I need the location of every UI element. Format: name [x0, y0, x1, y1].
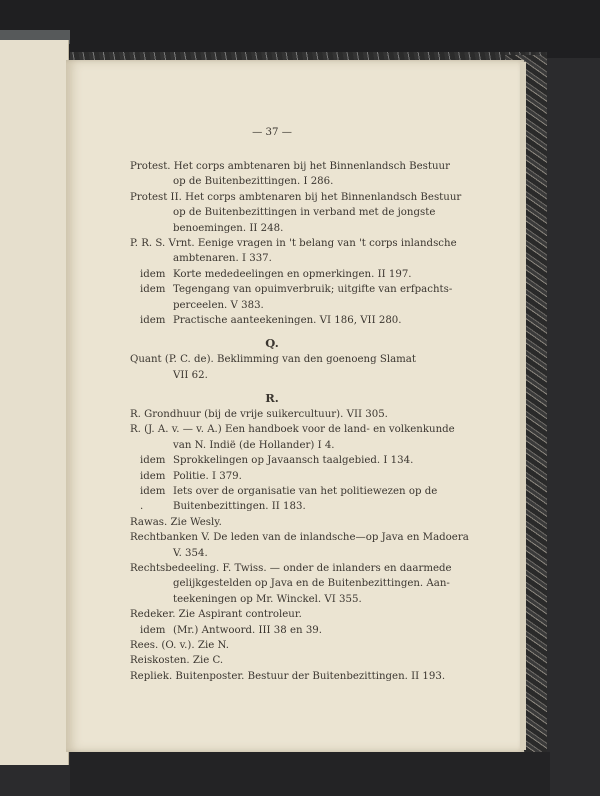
index-entry-idem [130, 469, 414, 484]
index-entry: P. R. S. Vrnt. Eenige vragen in 't belang van 't corps inlandsche [130, 237, 457, 249]
scan-background-bottom [70, 752, 550, 796]
index-entry-continuation: benoemingen. II 248. [173, 222, 284, 234]
idem-label: idem [140, 455, 166, 467]
index-entry: Rawas. Zie Wesly. [130, 516, 222, 528]
index-entry-idem [130, 484, 438, 499]
section-letter-heading: Q. [265, 336, 279, 351]
section-letter-heading: R. [265, 391, 279, 406]
idem-label: idem [140, 486, 166, 498]
index-entry-idem [130, 267, 414, 282]
index-text [130, 124, 469, 684]
index-entry: Quant (P. C. de). Beklimming van den goenoeng Slamat [130, 354, 416, 366]
scan-background-top [0, 0, 600, 58]
index-entry-continuation: perceelen. V 383. [173, 299, 264, 311]
index-entry-continuation: V. 354. [173, 547, 208, 559]
index-entry-continuation: teekeningen op Mr. Winckel. VI 355. [173, 593, 362, 605]
entry-text: Tegengang van opuimverbruik; uitgifte van erfpachts- [173, 284, 453, 296]
index-entry: R. Grondhuur (bij de vrije suikercultuur). VII 305. [130, 409, 388, 421]
entry-text: (Mr.) Antwoord. III 38 en 39. [173, 624, 323, 636]
idem-label: idem [140, 284, 166, 296]
idem-label: idem [140, 268, 166, 280]
idem-label: idem [140, 624, 166, 636]
index-entry: Rechtsbedeeling. F. Twiss. — onder de inlanders en daarmede [130, 562, 452, 574]
entry-text: Politie. I 379. [173, 470, 242, 482]
entry-text: Iets over de organisatie van het politiewezen op de [173, 486, 438, 498]
index-entry: Redeker. Zie Aspirant controleur. [130, 609, 302, 621]
entry-text: Buitenbezittingen. II 183. [173, 501, 306, 513]
entry-text: Sprokkelingen op Javaansch taalgebied. I 134. [173, 455, 414, 467]
index-entry-continuation: gelijkgestelden op Java en de Buitenbezittingen. Aan- [173, 578, 450, 590]
index-entry-continuation: ambtenaren. I 337. [173, 253, 272, 265]
index-entry: Protest II. Het corps ambtenaren bij het Binnenlandsch Bestuur [130, 191, 462, 203]
index-entry: Rechtbanken V. De leden van de inlandsche—op Java en Madoera [130, 532, 469, 544]
index-entry: Rees. (O. v.). Zie N. [130, 639, 229, 651]
idem-label: idem [140, 470, 166, 482]
index-entry: Protest. Het corps ambtenaren bij het Binnenlandsch Bestuur [130, 161, 450, 172]
index-entry-idem [130, 499, 414, 514]
index-entry-continuation: van N. Indië (de Hollander) I 4. [173, 439, 335, 451]
entry-text: Korte mededeelingen en opmerkingen. II 197. [173, 268, 412, 280]
idem-label: idem [140, 314, 166, 326]
index-entry-idem [130, 453, 414, 468]
page-edge [520, 62, 526, 750]
page-number: — 37 — [252, 127, 292, 138]
index-entry: Repliek. Buitenposter. Bestuur der Buitenbezittingen. II 193. [130, 670, 446, 682]
entry-text: Practische aanteekeningen. VI 186, VII 280. [173, 314, 402, 326]
index-entry: Reiskosten. Zie C. [130, 655, 224, 667]
index-entry-idem [130, 313, 414, 328]
index-entry-idem [130, 623, 414, 638]
index-entry-continuation: op de Buitenbezittingen. I 286. [173, 176, 334, 188]
index-entry-idem [130, 282, 453, 297]
index-entry-continuation: op de Buitenbezittingen in verband met de jongste [173, 207, 436, 219]
index-entry-continuation: VII 62. [173, 369, 208, 381]
left-page-fragment [0, 40, 69, 765]
index-entry: R. (J. A. v. — v. A.) Een handboek voor de land- en volkenkunde [130, 424, 455, 436]
idem-label: . [140, 501, 144, 513]
